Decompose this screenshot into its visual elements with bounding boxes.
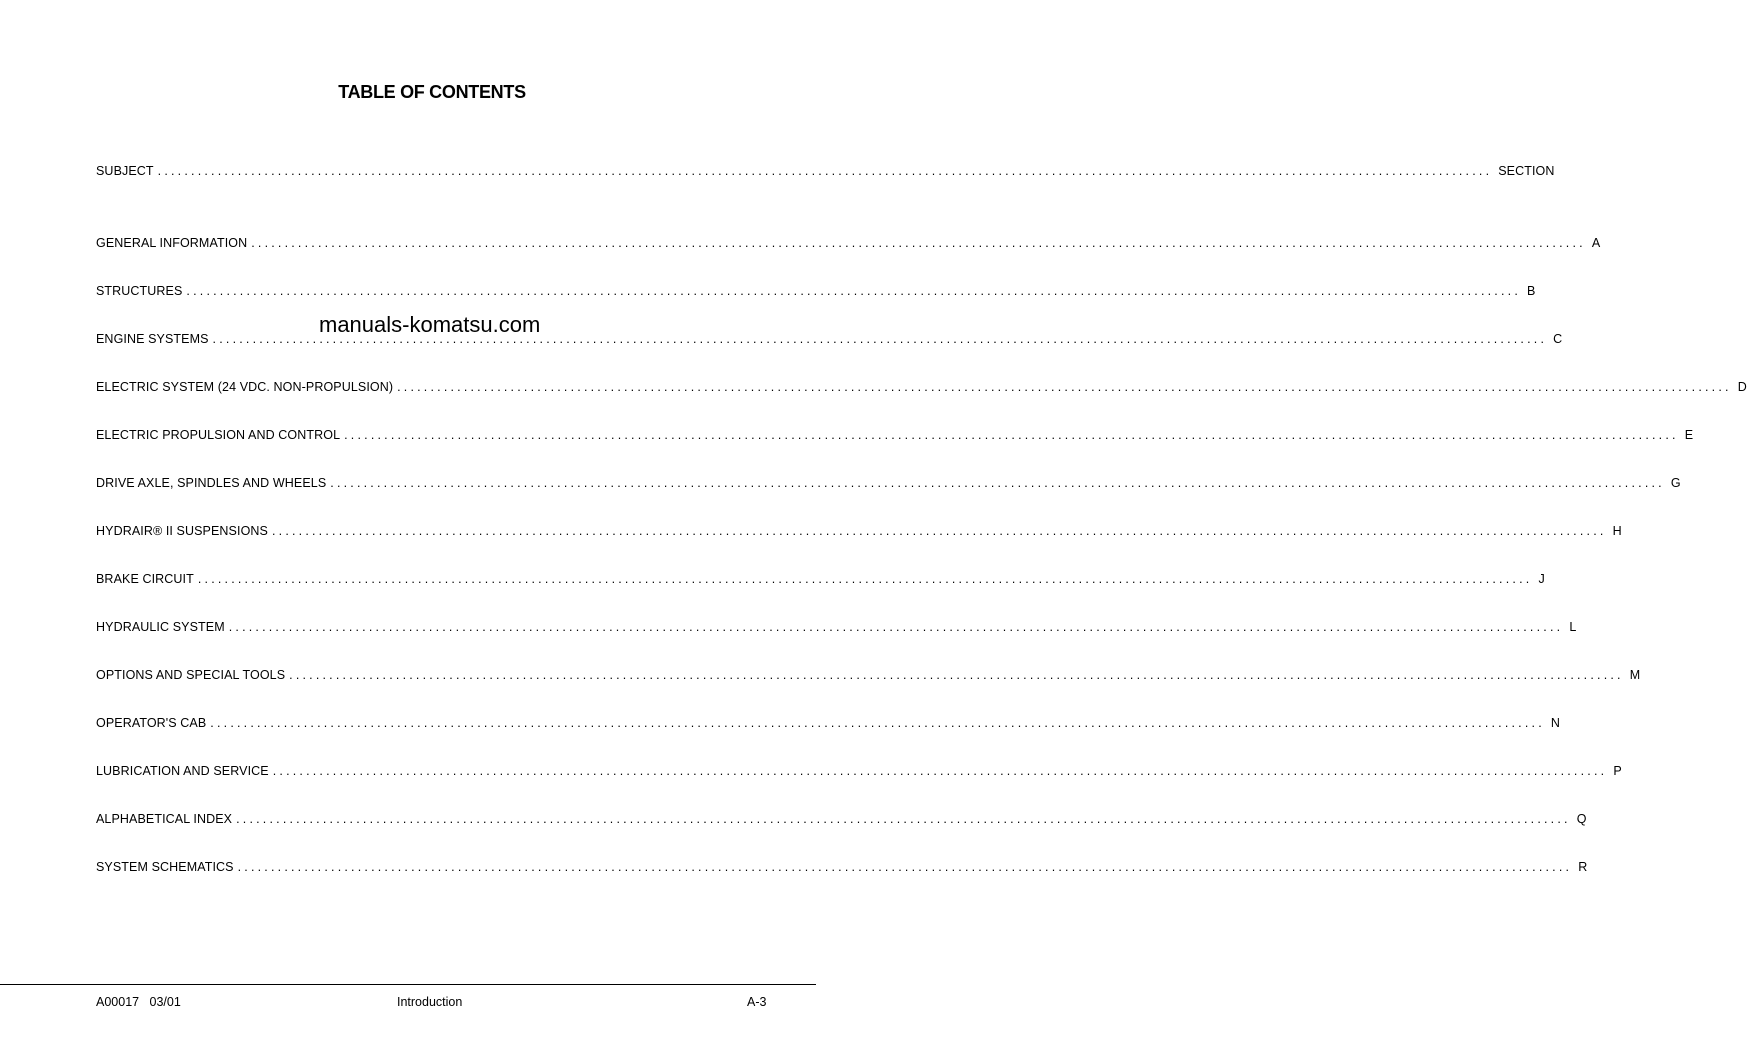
toc-entry-subject: STRUCTURES	[96, 284, 183, 298]
toc-entry-section: C	[1553, 332, 1563, 346]
toc-entry-subject: HYDRAIR® II SUSPENSIONS	[96, 524, 268, 538]
toc-entry-structures[interactable]	[96, 284, 1536, 300]
subject-column-heading: SUBJECT	[96, 164, 154, 178]
toc-entry-lubrication-service[interactable]	[96, 764, 1622, 780]
toc-entry-subject: OPTIONS AND SPECIAL TOOLS	[96, 668, 286, 682]
toc-entry-subject: ENGINE SYSTEMS	[96, 332, 209, 346]
footer-section-name: Introduction	[397, 995, 463, 1009]
toc-entry-subject: SYSTEM SCHEMATICS	[96, 860, 234, 874]
toc-entry-hydrair-suspensions[interactable]	[96, 524, 1622, 540]
toc-entry-subject: ELECTRIC SYSTEM (24 VDC. NON-PROPULSION)	[96, 380, 394, 394]
toc-entry-general-information[interactable]	[96, 236, 1601, 252]
footer-divider	[0, 984, 816, 985]
toc-entry-subject: ELECTRIC PROPULSION AND CONTROL	[96, 428, 341, 442]
toc-entry-subject: ALPHABETICAL INDEX	[96, 812, 233, 826]
leader-dots: ........................................................................................................................................................................................................	[210, 716, 1545, 730]
leader-dots: ........................................................................................................................................................................................................	[197, 572, 1533, 586]
toc-entry-section: R	[1578, 860, 1588, 874]
section-column-heading: SECTION	[1498, 164, 1555, 178]
toc-entry-section: L	[1569, 620, 1577, 634]
toc-entry-section: N	[1550, 716, 1561, 730]
toc-entry-section: B	[1527, 284, 1536, 298]
toc-entry-section: G	[1670, 476, 1681, 490]
leader-dots: ........................................................................................................................................................................................................	[236, 812, 1571, 826]
toc-entry-operators-cab[interactable]	[96, 716, 1561, 732]
leader-dots: ........................................................................................................................................................................................................	[330, 476, 1665, 490]
toc-entry-drive-axle[interactable]	[96, 476, 1681, 492]
toc-entry-subject: LUBRICATION AND SERVICE	[96, 764, 269, 778]
watermark-text: manuals-komatsu.com	[319, 312, 541, 337]
toc-entry-electric-system[interactable]	[96, 380, 1747, 396]
toc-entry-section: E	[1684, 428, 1694, 442]
toc-entry-subject: BRAKE CIRCUIT	[96, 572, 194, 586]
toc-header-row	[96, 164, 1555, 180]
leader-dots: ........................................................................................................................................................................................................	[272, 764, 1608, 778]
toc-entry-section: J	[1538, 572, 1545, 586]
toc-entry-section: P	[1613, 764, 1622, 778]
toc-entry-subject: DRIVE AXLE, SPINDLES AND WHEELS	[96, 476, 327, 490]
toc-entry-electric-propulsion[interactable]	[96, 428, 1694, 444]
toc-entry-hydraulic-system[interactable]	[96, 620, 1577, 636]
leader-dots: ........................................................................................................................................................................................................	[212, 332, 1548, 346]
toc-entry-section: A	[1591, 236, 1601, 250]
toc-entry-section: M	[1629, 668, 1641, 682]
toc-entry-brake-circuit[interactable]	[96, 572, 1545, 588]
toc-entry-subject: OPERATOR'S CAB	[96, 716, 207, 730]
footer-document-code: A00017 03/01	[96, 995, 181, 1009]
toc-entry-options-special-tools[interactable]	[96, 668, 1641, 684]
leader-dots: ........................................................................................................................................................................................................	[186, 284, 1522, 298]
leader-dots: ........................................................................................................................................................................................................	[157, 164, 1493, 178]
leader-dots: ........................................................................................................................................................................................................	[228, 620, 1564, 634]
toc-entry-alphabetical-index[interactable]	[96, 812, 1587, 828]
leader-dots: ........................................................................................................................................................................................................	[289, 668, 1624, 682]
leader-dots: ........................................................................................................................................................................................................	[237, 860, 1573, 874]
toc-entry-system-schematics[interactable]	[96, 860, 1588, 876]
toc-entry-subject: GENERAL INFORMATION	[96, 236, 248, 250]
toc-entry-section: H	[1612, 524, 1622, 538]
leader-dots: ........................................................................................................................................................................................................	[271, 524, 1607, 538]
leader-dots: ........................................................................................................................................................................................................	[251, 236, 1586, 250]
leader-dots: ........................................................................................................................................................................................................	[344, 428, 1679, 442]
toc-entry-section: D	[1737, 380, 1747, 394]
page-title: TABLE OF CONTENTS	[338, 82, 526, 102]
footer-page-number: A-3	[747, 995, 767, 1009]
toc-entry-subject: HYDRAULIC SYSTEM	[96, 620, 225, 634]
toc-entry-section: Q	[1576, 812, 1587, 826]
leader-dots: ........................................................................................................................................................................................................	[397, 380, 1732, 394]
